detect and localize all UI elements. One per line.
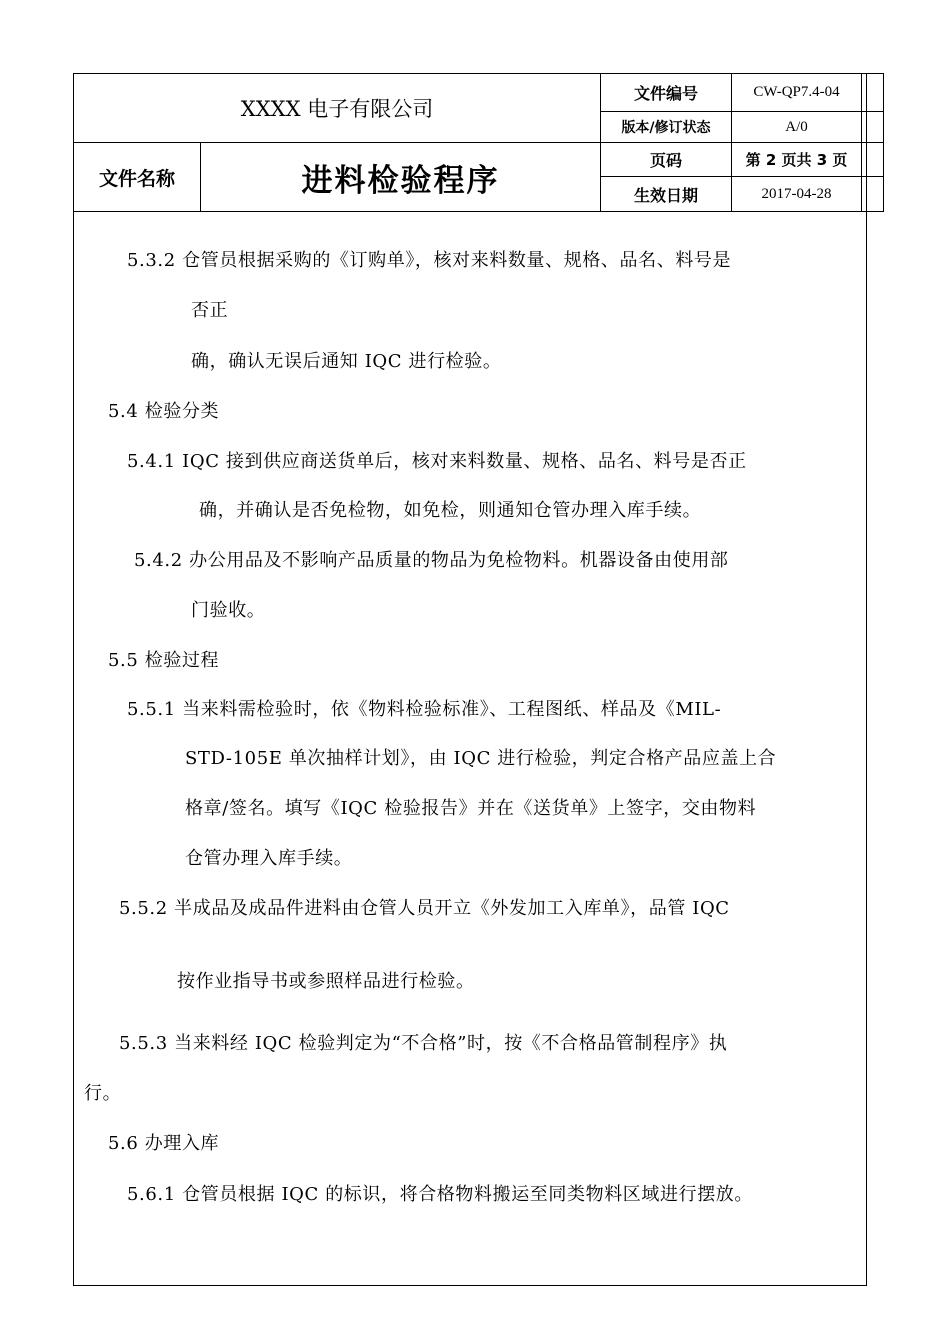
clause-5-4-1: 5.4.1 IQC 接到供应商送货单后，核对来料数量、规格、品名、料号是否正 (127, 451, 747, 472)
clause-5-4-2: 5.4.2 办公用品及不影响产品质量的物品为免检物料。机器设备由使用部 (134, 550, 729, 571)
clause-5-5-2: 5.5.2 半成品及成品件进料由仓管人员开立《外发加工入库单》，品管 IQC (119, 898, 730, 919)
version-label: 版本/修订状态 (601, 112, 732, 143)
clause-5-3-2-cont: 否正 (191, 300, 229, 321)
clause-5-5-3-cont: 行。 (84, 1083, 122, 1104)
clause-5-3-2-cont: 确，确认无误后通知 IQC 进行检验。 (191, 351, 502, 372)
clause-5-4-2-cont: 门验收。 (191, 600, 266, 621)
page-number: 第 2 页共 3 页 (732, 143, 862, 177)
doc-number: CW-QP7.4-04 (732, 74, 862, 112)
clause-5-5-3: 5.5.3 当来料经 IQC 检验判定为“不合格”时，按《不合格品管制程序》执 (119, 1033, 728, 1054)
header-empty-cell (862, 74, 884, 112)
doc-title: 进料检验程序 (201, 143, 601, 212)
effective-date-label: 生效日期 (601, 177, 732, 212)
clause-5-5-2-cont: 按作业指导书或参照样品进行检验。 (177, 971, 475, 992)
doc-number-label: 文件编号 (601, 74, 732, 112)
clause-5-5-1-cont: STD-105E 单次抽样计划》，由 IQC 进行检验，判定合格产品应盖上合 (185, 748, 777, 769)
clause-5-5-1: 5.5.1 当来料需检验时，依《物料检验标准》、工程图纸、样品及《MIL- (127, 699, 722, 720)
clause-5-5-1-cont: 格章/签名。填写《IQC 检验报告》并在《送货单》上签字，交由物料 (185, 798, 757, 819)
section-5-4-heading: 5.4 检验分类 (108, 401, 220, 422)
header-empty-cell (862, 177, 884, 212)
clause-5-3-2: 5.3.2 仓管员根据采购的《订购单》，核对来料数量、规格、品名、料号是 (127, 250, 732, 271)
header-empty-cell (862, 112, 884, 143)
version-value: A/0 (732, 112, 862, 143)
effective-date: 2017-04-28 (732, 177, 862, 212)
document-header (73, 73, 884, 212)
section-5-6-heading: 5.6 办理入库 (108, 1133, 220, 1154)
clause-5-5-1-cont: 仓管办理入库手续。 (185, 848, 353, 869)
page-label: 页码 (601, 143, 732, 177)
company-name: XXXX 电子有限公司 (74, 74, 601, 143)
section-5-5-heading: 5.5 检验过程 (108, 650, 220, 671)
clause-5-6-1: 5.6.1 仓管员根据 IQC 的标识，将合格物料搬运至同类物料区域进行摆放。 (127, 1184, 754, 1205)
header-empty-cell (862, 143, 884, 177)
doc-name-label: 文件名称 (74, 143, 201, 212)
clause-5-4-1-cont: 确，并确认是否免检物，如免检，则通知仓管办理入库手续。 (199, 500, 702, 521)
